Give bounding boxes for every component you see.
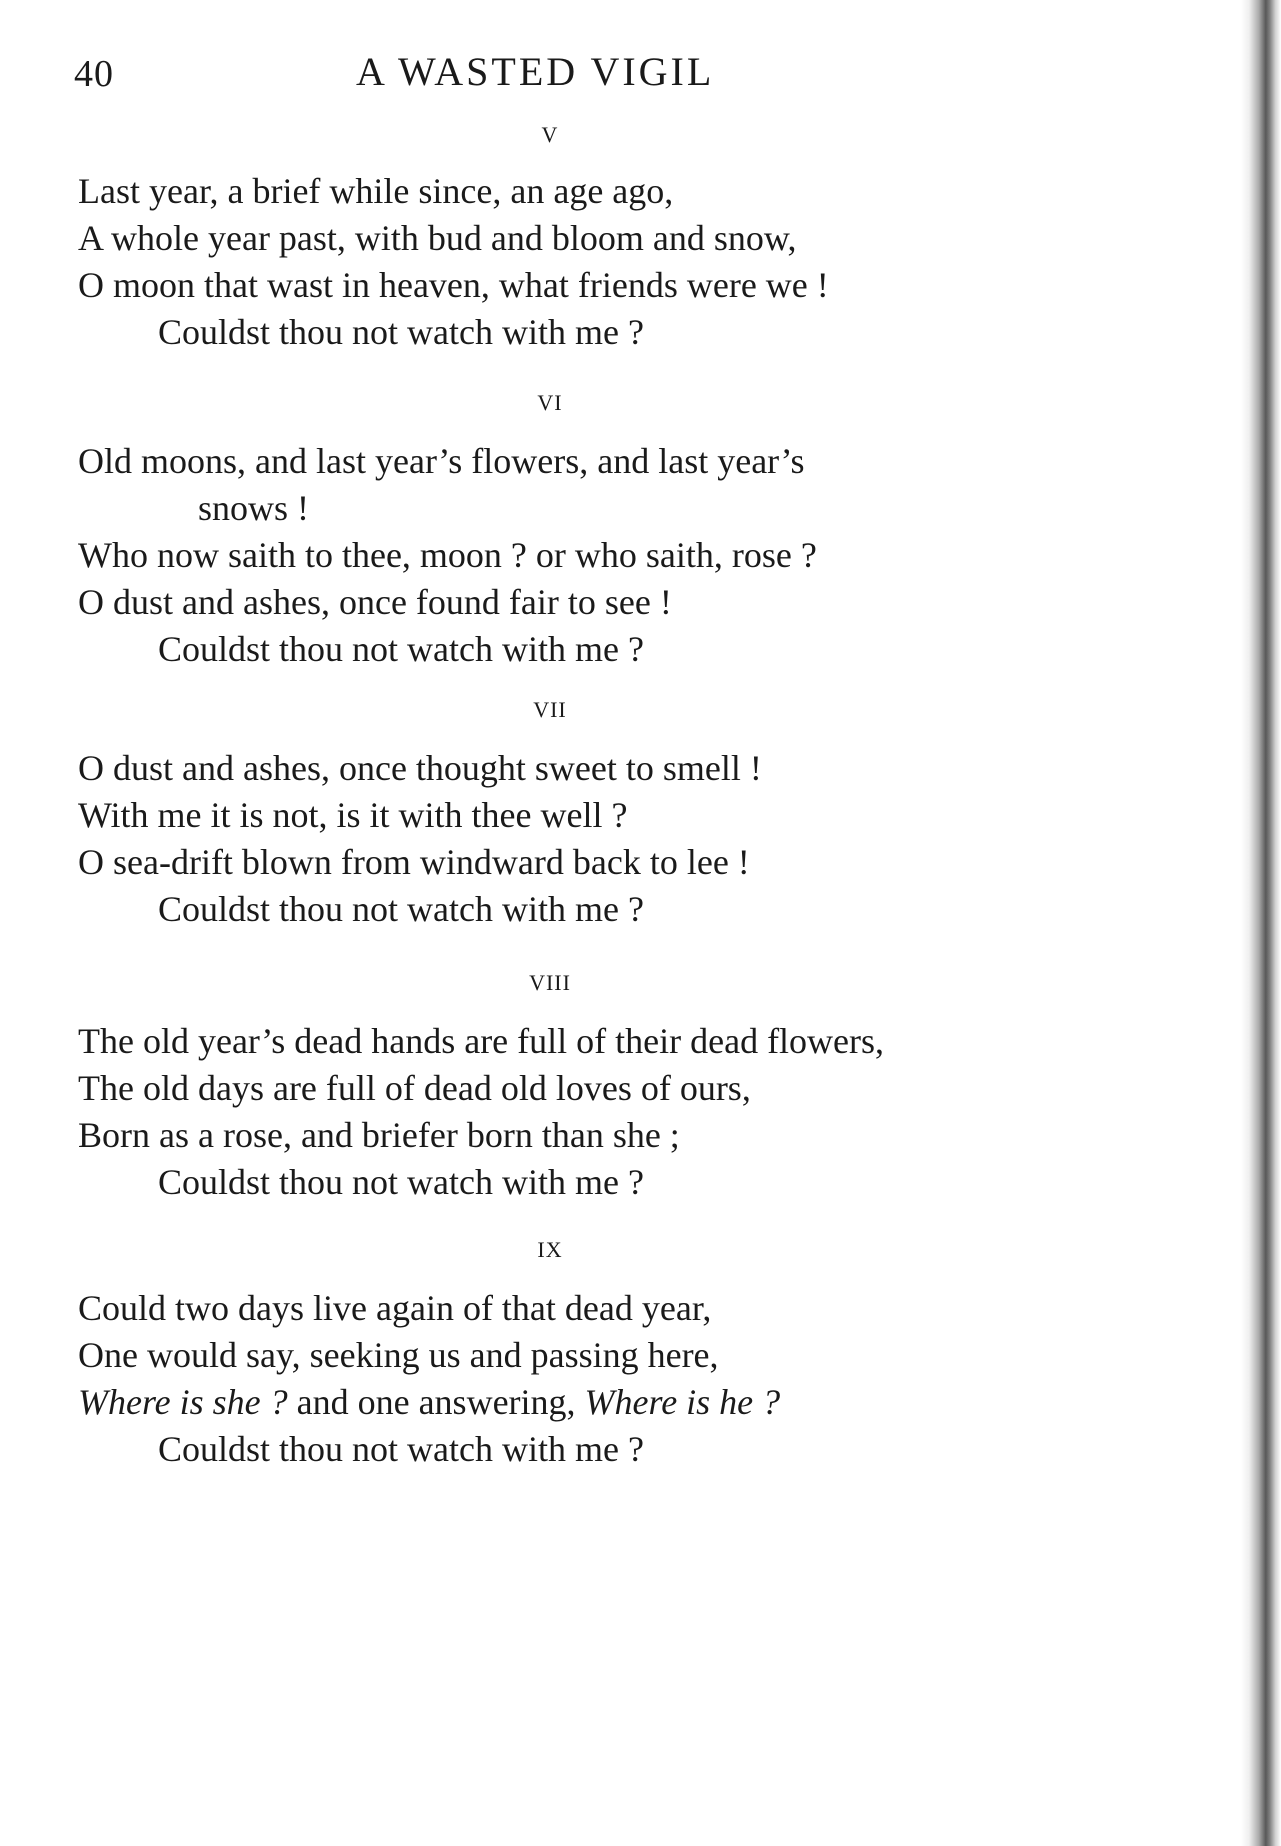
refrain-line: Couldst thou not watch with me ? [158, 1162, 644, 1202]
verse-line: O dust and ashes, once found fair to see ! [78, 582, 672, 622]
book-binding-edge [1241, 0, 1281, 1846]
stanza-vii [78, 745, 1078, 933]
page-number: 40 [74, 53, 114, 95]
running-head: A WASTED VIGIL [356, 49, 715, 94]
verse-line: O moon that wast in heaven, what friends were we ! [78, 265, 829, 305]
verse-line: O dust and ashes, once thought sweet to smell ! [78, 748, 762, 788]
stanza-numeral-v: V [541, 122, 559, 147]
verse-line: The old year’s dead hands are full of their dead flowers, [78, 1021, 885, 1061]
verse-line: One would say, seeking us and passing here, [78, 1335, 719, 1375]
refrain-line: Couldst thou not watch with me ? [158, 889, 644, 929]
stanza-numeral-vii: VII [533, 697, 567, 722]
verse-line: Last year, a brief while since, an age ago, [78, 171, 674, 211]
verse-line: Could two days live again of that dead year, [78, 1288, 712, 1328]
verse-line-italic-dialogue [78, 1379, 1078, 1426]
italic-question-she: Where is she ? [78, 1382, 288, 1422]
verse-line: The old days are full of dead old loves of ours, [78, 1068, 751, 1108]
verse-line-middle: and one answering, [287, 1382, 585, 1422]
verse-line: Old moons, and last year’s flowers, and last year’s [78, 441, 805, 481]
stanza-numeral-viii: VIII [529, 970, 571, 995]
verse-line: With me it is not, is it with thee well ? [78, 795, 628, 835]
stanza-numeral-ix: IX [537, 1237, 563, 1262]
refrain-line: Couldst thou not watch with me ? [158, 1429, 644, 1469]
stanza-v [78, 168, 1078, 356]
stanza-viii [78, 1018, 1078, 1206]
refrain-line: Couldst thou not watch with me ? [158, 629, 644, 669]
italic-question-he: Where is he ? [584, 1382, 781, 1422]
stanza-ix [78, 1285, 1078, 1473]
verse-line: A whole year past, with bud and bloom and snow, [78, 218, 797, 258]
verse-line-continuation: snows ! [198, 488, 310, 528]
stanza-vi [78, 438, 1078, 673]
verse-line: Who now saith to thee, moon ? or who saith, rose ? [78, 535, 817, 575]
verse-line: O sea-drift blown from windward back to lee ! [78, 842, 750, 882]
stanza-numeral-vi: VI [537, 390, 563, 415]
verse-line: Born as a rose, and briefer born than she ; [78, 1115, 680, 1155]
refrain-line: Couldst thou not watch with me ? [158, 312, 644, 352]
